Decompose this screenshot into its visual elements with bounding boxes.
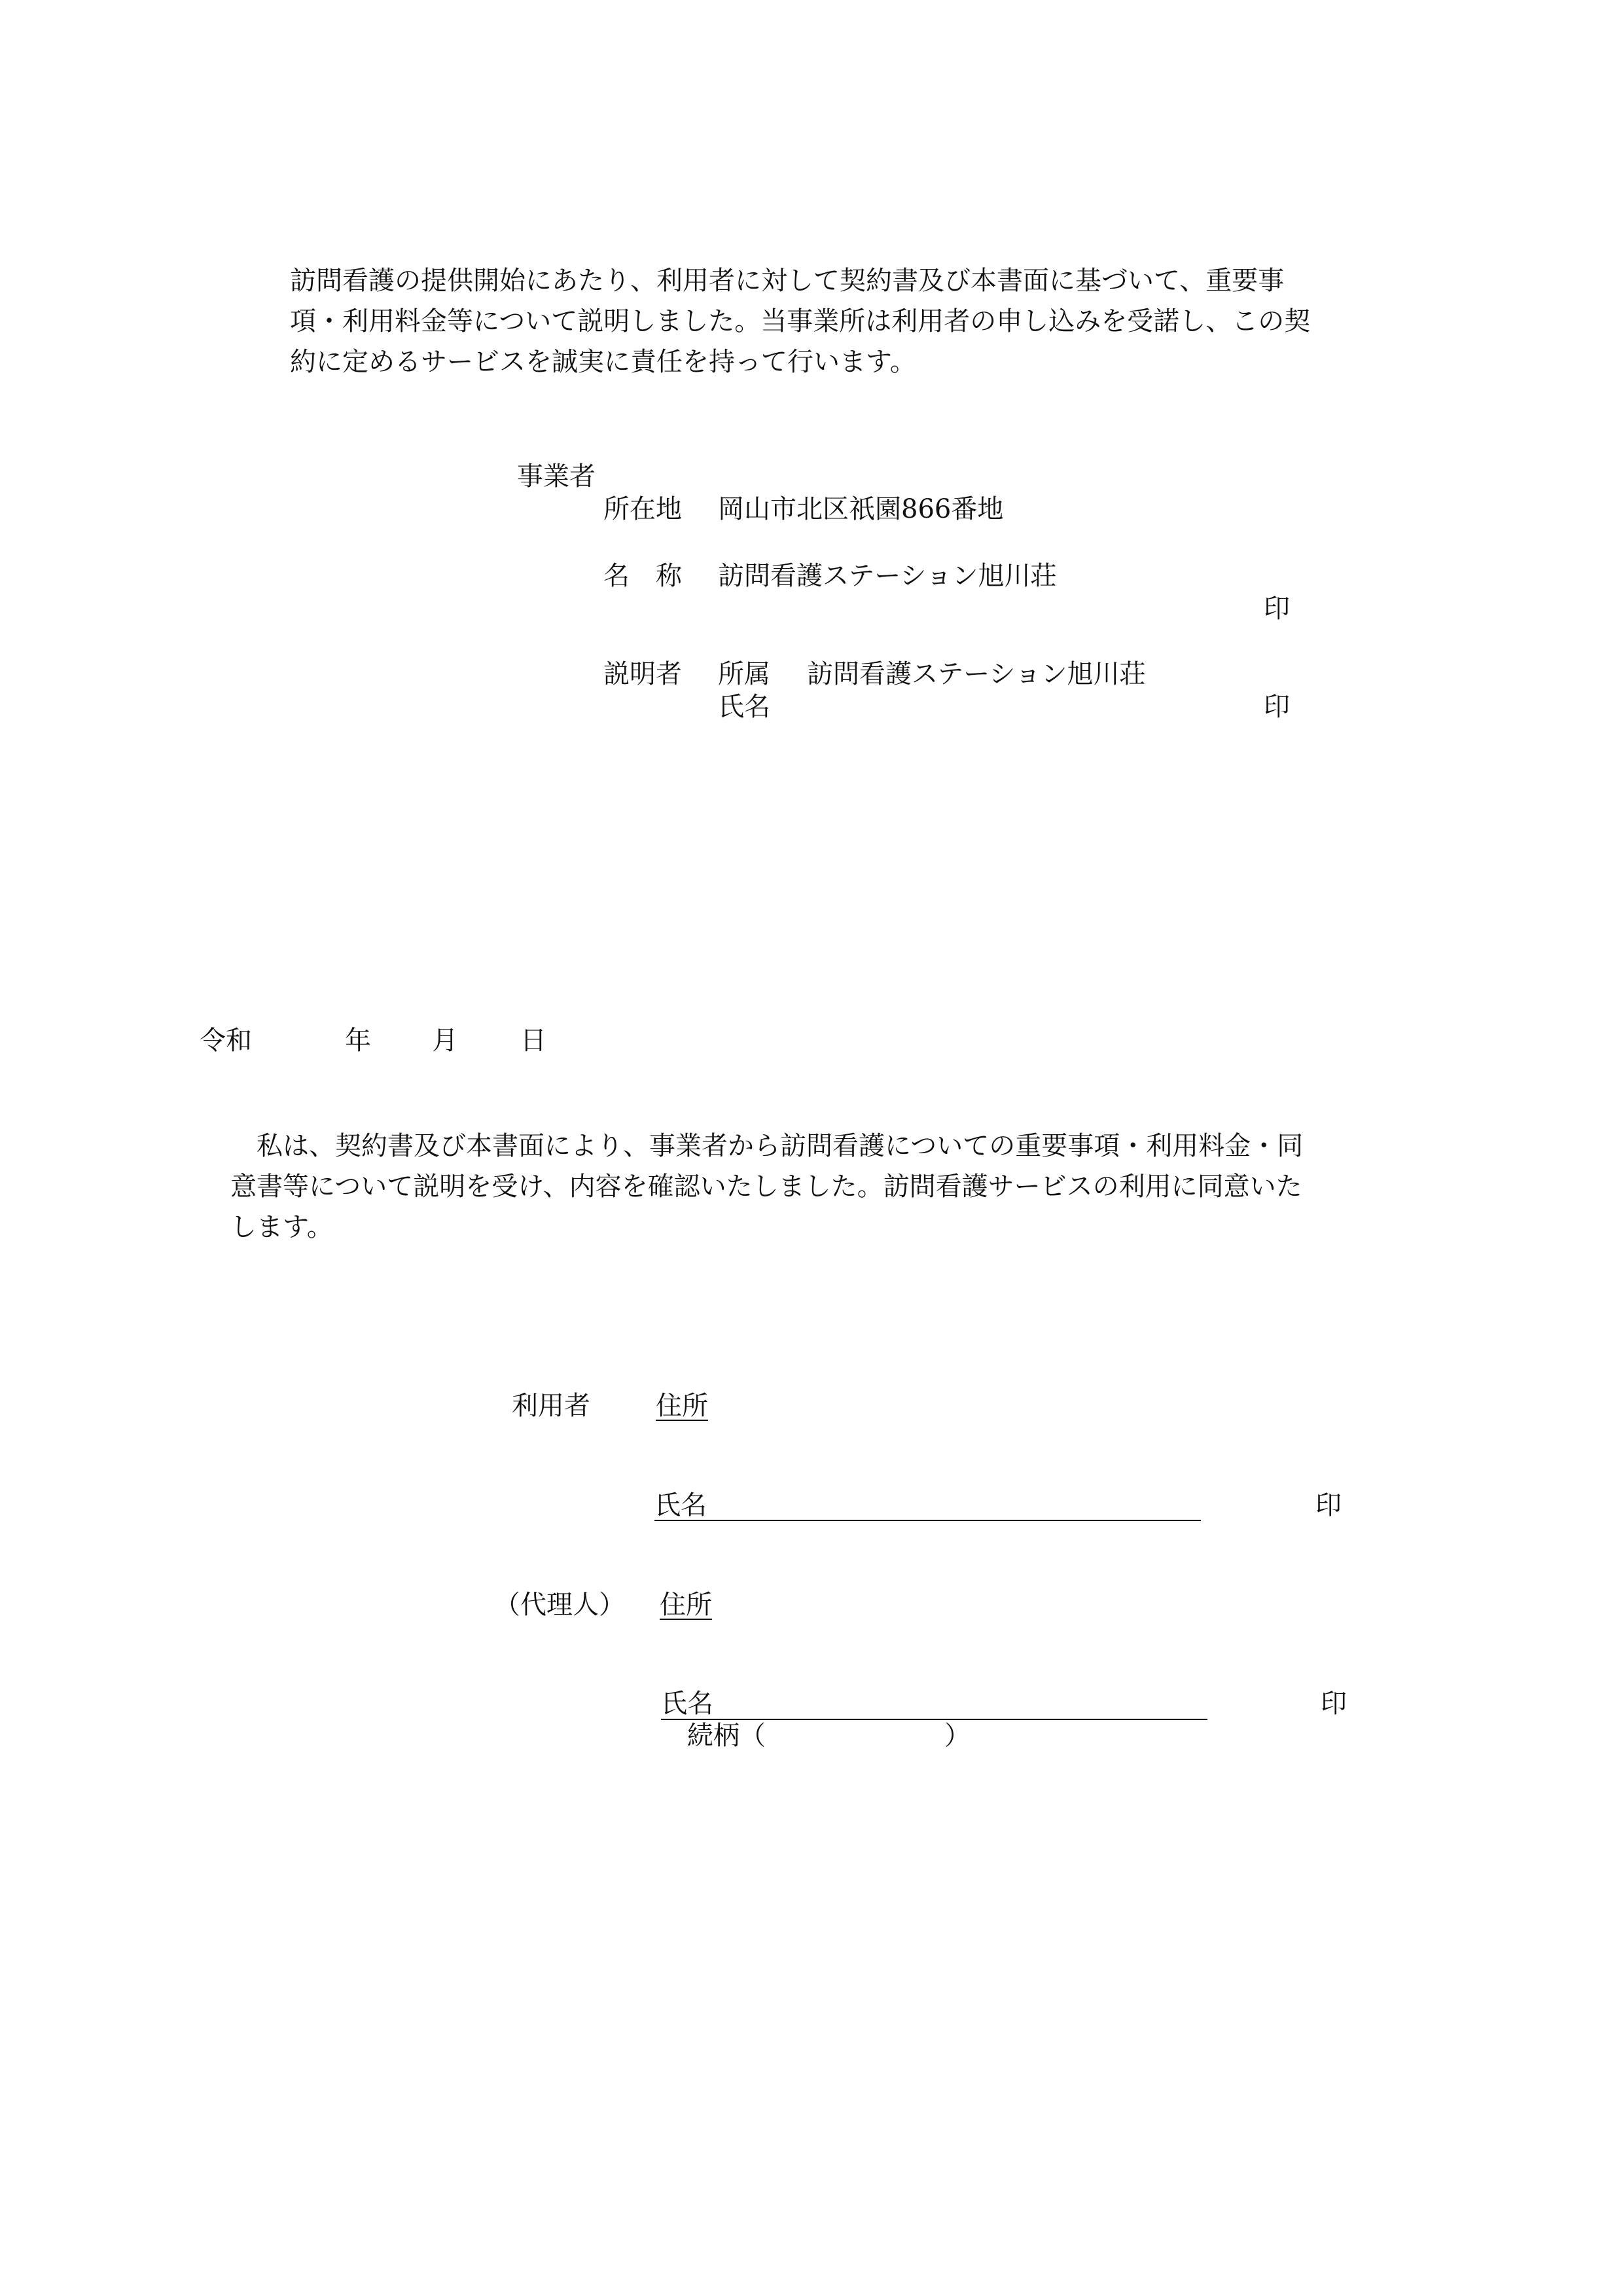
explainer-affiliation-value: 訪問看護ステーション旭川荘	[807, 659, 1146, 689]
provider-statement-line: 約に定めるサービスを誠実に責任を持って行います。	[290, 347, 916, 377]
explainer-name-label: 氏名	[718, 692, 770, 722]
agent-label: （代理人）	[494, 1590, 625, 1620]
user-name-label: 氏名	[654, 1490, 707, 1520]
provider-seal: 印	[1264, 594, 1290, 624]
provider-name-label: 名 称	[603, 561, 682, 591]
explainer-affiliation-label: 所属	[718, 659, 770, 689]
user-label: 利用者	[512, 1391, 590, 1421]
agent-address-label[interactable]: 住所	[660, 1590, 712, 1620]
agent-name-line[interactable]	[661, 1719, 1207, 1720]
date-era: 令和	[200, 1026, 252, 1056]
provider-statement-line: 項・利用料金等について説明しました。当事業所は利用者の申し込みを受諾し、この契	[290, 306, 1311, 336]
agent-relationship-label: 続柄（	[687, 1721, 766, 1751]
provider-address-label: 所在地	[603, 494, 682, 524]
date-year: 年	[345, 1026, 371, 1056]
date-day: 日	[520, 1026, 546, 1056]
agent-name-label: 氏名	[661, 1689, 713, 1719]
provider-address-value: 岡山市北区祇園866番地	[718, 494, 1004, 524]
explainer-seal: 印	[1264, 692, 1290, 722]
agent-seal: 印	[1321, 1689, 1347, 1719]
user-address-label[interactable]: 住所	[656, 1391, 708, 1421]
date-month: 月	[432, 1026, 458, 1056]
provider-statement	[290, 260, 1310, 382]
user-statement-line: 意書等について説明を受け、内容を確認いたしました。訪問看護サービスの利用に同意いた	[230, 1172, 1302, 1202]
explainer-label: 説明者	[603, 659, 682, 689]
user-name-line[interactable]	[654, 1520, 1201, 1521]
user-statement-line: します。	[230, 1212, 333, 1242]
user-statement	[230, 1126, 1303, 1247]
user-seal: 印	[1315, 1490, 1342, 1520]
provider-name-value: 訪問看護ステーション旭川荘	[718, 561, 1057, 591]
user-statement-line: 私は、契約書及び本書面により、事業者から訪問看護についての重要事項・利用料金・同	[230, 1131, 1304, 1161]
provider-statement-line: 訪問看護の提供開始にあたり、利用者に対して契約書及び本書面に基づいて、重要事	[290, 266, 1285, 296]
provider-heading: 事業者	[517, 461, 596, 492]
agent-relationship-close: ）	[944, 1721, 971, 1751]
